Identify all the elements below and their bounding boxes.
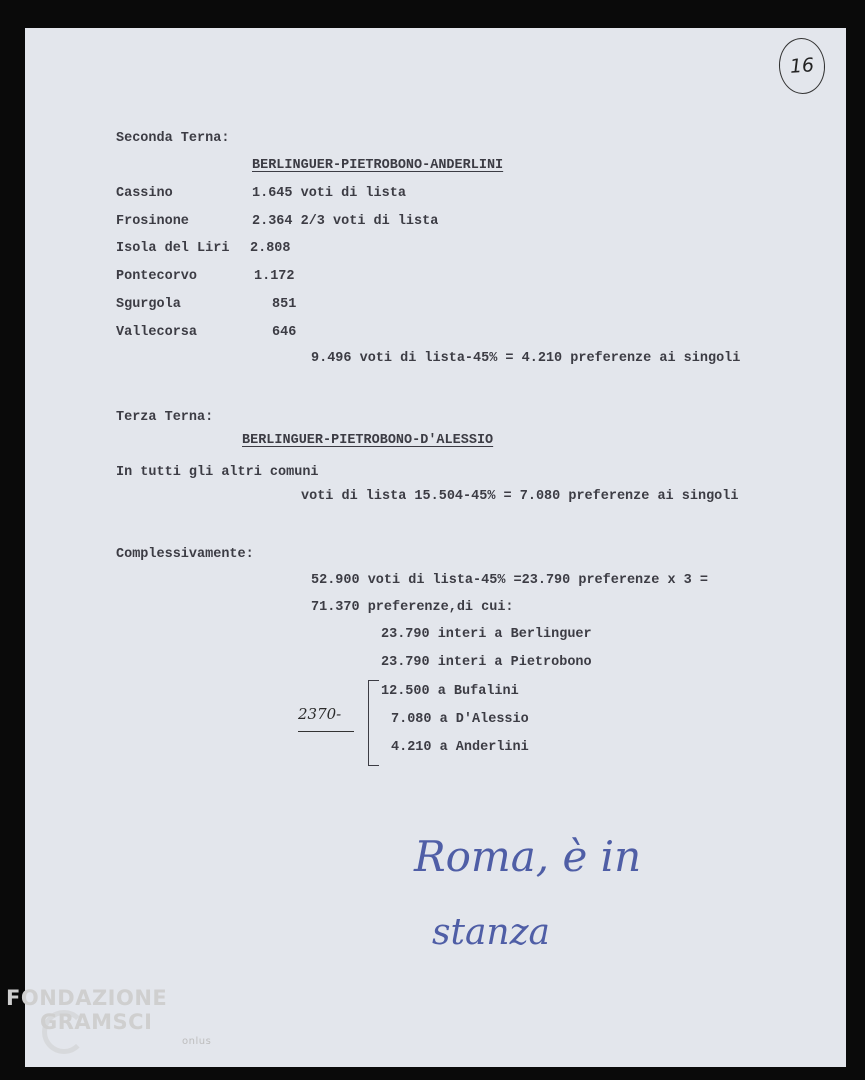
- fondazione-gramsci-logo: [6, 986, 212, 1047]
- place-name: Isola del Liri: [116, 241, 230, 256]
- complessivamente-heading: Complessivamente:: [116, 547, 254, 562]
- place-value: 1.172: [254, 269, 295, 284]
- place-name: Frosinone: [116, 214, 189, 229]
- place-value: 1.645 voti di lista: [252, 186, 406, 201]
- handwritten-note-line2: stanza: [432, 912, 551, 953]
- preference-item: 7.080 a D'Alessio: [391, 712, 529, 727]
- complessivamente-line: 52.900 voti di lista-45% =23.790 preferenze x 3 =: [311, 573, 708, 588]
- handwritten-note-line1: Roma, è in: [414, 832, 642, 881]
- seconda-terna-candidates: BERLINGUER-PIETROBONO-ANDERLINI: [252, 158, 504, 173]
- grouping-bracket: [368, 680, 379, 766]
- place-value: 851: [272, 297, 297, 312]
- terza-terna-line: In tutti gli altri comuni: [116, 465, 319, 480]
- place-name: Pontecorvo: [116, 269, 198, 284]
- seconda-terna-total: 9.496 voti di lista-45% = 4.210 preferenze ai singoli: [311, 351, 741, 366]
- logo-text-line1: FONDAZIONE: [6, 986, 168, 1010]
- terza-terna-candidates: BERLINGUER-PIETROBONO-D'ALESSIO: [242, 433, 494, 448]
- complessivamente-line: 71.370 preferenze,di cui:: [311, 600, 514, 615]
- logo-subtitle: onlus: [182, 1036, 212, 1047]
- margin-note: 2370-: [298, 705, 342, 723]
- margin-note-underline: [298, 731, 354, 732]
- place-name: Sgurgola: [116, 297, 181, 312]
- place-name: Cassino: [116, 186, 173, 201]
- preference-item: 4.210 a Anderlini: [391, 740, 529, 755]
- logo-g-mark-icon: [42, 1010, 86, 1054]
- preference-item: 23.790 interi a Pietrobono: [381, 655, 592, 670]
- place-value: 2.364 2/3 voti di lista: [252, 214, 439, 229]
- place-value: 646: [272, 325, 297, 340]
- place-value: 2.808: [250, 241, 291, 256]
- preference-item: 23.790 interi a Berlinguer: [381, 627, 592, 642]
- logo-text-line2: GRAMSCI: [40, 1010, 153, 1034]
- place-name: Vallecorsa: [116, 325, 198, 340]
- preference-item: 12.500 a Bufalini: [381, 684, 519, 699]
- terza-terna-heading: Terza Terna:: [116, 410, 214, 425]
- page-number: 16: [777, 36, 827, 95]
- terza-terna-total: voti di lista 15.504-45% = 7.080 preferenze ai singoli: [301, 489, 739, 504]
- seconda-terna-heading: Seconda Terna:: [116, 131, 230, 146]
